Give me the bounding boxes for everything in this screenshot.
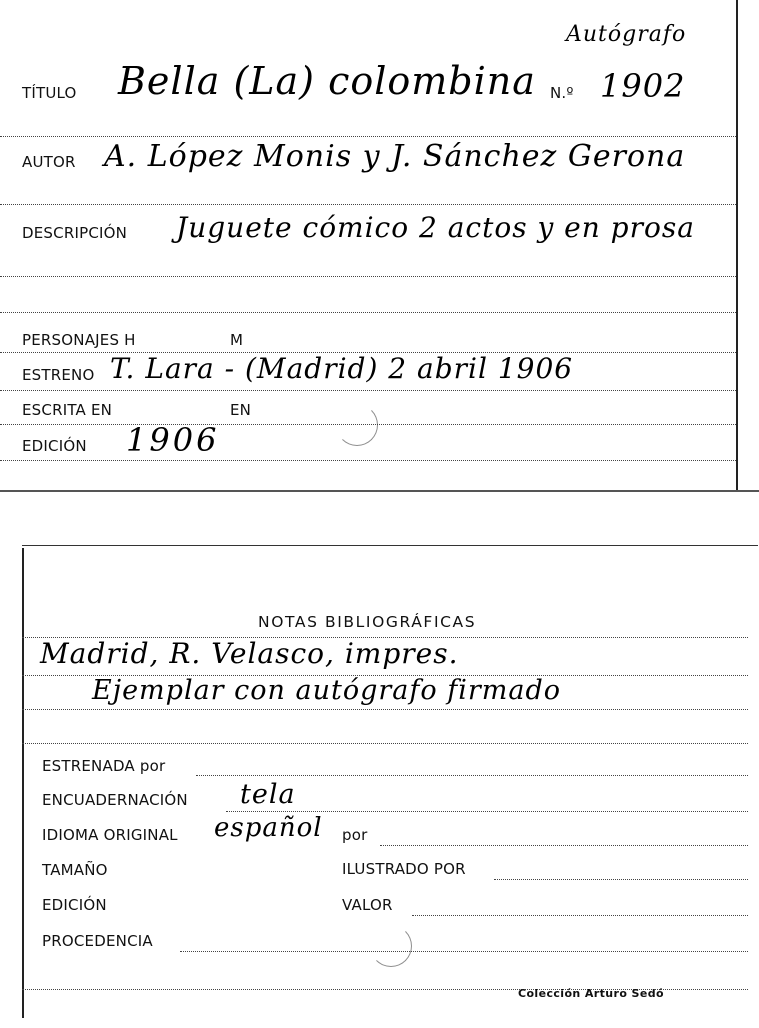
dotted-rule [412, 915, 748, 916]
dotted-rule [0, 390, 736, 391]
corner-note: Autógrafo [566, 22, 687, 47]
por-label: por [342, 826, 368, 844]
dotted-rule [22, 709, 748, 710]
ilustrado-label: ILUSTRADO POR [342, 860, 466, 878]
estreno-value: T. Lara - (Madrid) 2 abril 1906 [110, 352, 574, 385]
dotted-rule [0, 460, 736, 461]
faint-stamp [336, 404, 378, 446]
notas-heading: NOTAS BIBLIOGRÁFICAS [258, 613, 477, 631]
faint-stamp [370, 925, 412, 967]
autor-value: A. López Monis y J. Sánchez Gerona [104, 139, 686, 174]
encuadernacion-label: ENCUADERNACIÓN [42, 791, 188, 809]
edicion-label: EDICIÓN [22, 437, 87, 455]
titulo-label: TÍTULO [22, 84, 77, 102]
collection-footer: Colección Arturo Sedó [518, 987, 664, 1000]
descripcion-value: Juguete cómico 2 actos y en prosa [176, 211, 695, 244]
edicion-value: 1906 [126, 421, 220, 459]
idioma-value: español [214, 813, 323, 843]
tamano-label: TAMAÑO [42, 861, 108, 879]
dotted-rule [196, 775, 748, 776]
numero-value: 1902 [600, 67, 686, 105]
note-line-1: Madrid, R. Velasco, impres. [40, 637, 459, 670]
dotted-rule [0, 276, 736, 277]
edicion-label-bottom: EDICIÓN [42, 896, 107, 914]
estrenada-label: ESTRENADA por [42, 757, 166, 775]
dotted-rule [226, 811, 748, 812]
encuadernacion-value: tela [240, 779, 296, 810]
dotted-rule [380, 845, 748, 846]
dotted-rule [180, 951, 748, 952]
dotted-rule [0, 312, 736, 313]
note-line-2: Ejemplar con autógrafo firmado [92, 675, 562, 706]
estreno-label: ESTRENO [22, 366, 95, 384]
titulo-value: Bella (La) colombina [118, 59, 536, 103]
escrita-en-label: EN [230, 401, 252, 419]
dotted-rule [0, 136, 736, 137]
card-separator [0, 490, 759, 492]
catalog-card-bottom [0, 545, 759, 1028]
escrita-label: ESCRITA EN [22, 401, 113, 419]
dotted-rule [0, 204, 736, 205]
procedencia-label: PROCEDENCIA [42, 932, 153, 950]
catalog-card-top [0, 0, 759, 492]
numero-label: N.º [550, 84, 574, 102]
autor-label: AUTOR [22, 153, 76, 171]
card-right-edge [736, 0, 738, 492]
idioma-label: IDIOMA ORIGINAL [42, 826, 178, 844]
dotted-rule [22, 743, 748, 744]
personajes-label: PERSONAJES H [22, 331, 136, 349]
valor-label: VALOR [342, 896, 393, 914]
personajes-m-label: M [230, 331, 244, 349]
descripcion-label: DESCRIPCIÓN [22, 224, 128, 242]
dotted-rule [494, 879, 748, 880]
